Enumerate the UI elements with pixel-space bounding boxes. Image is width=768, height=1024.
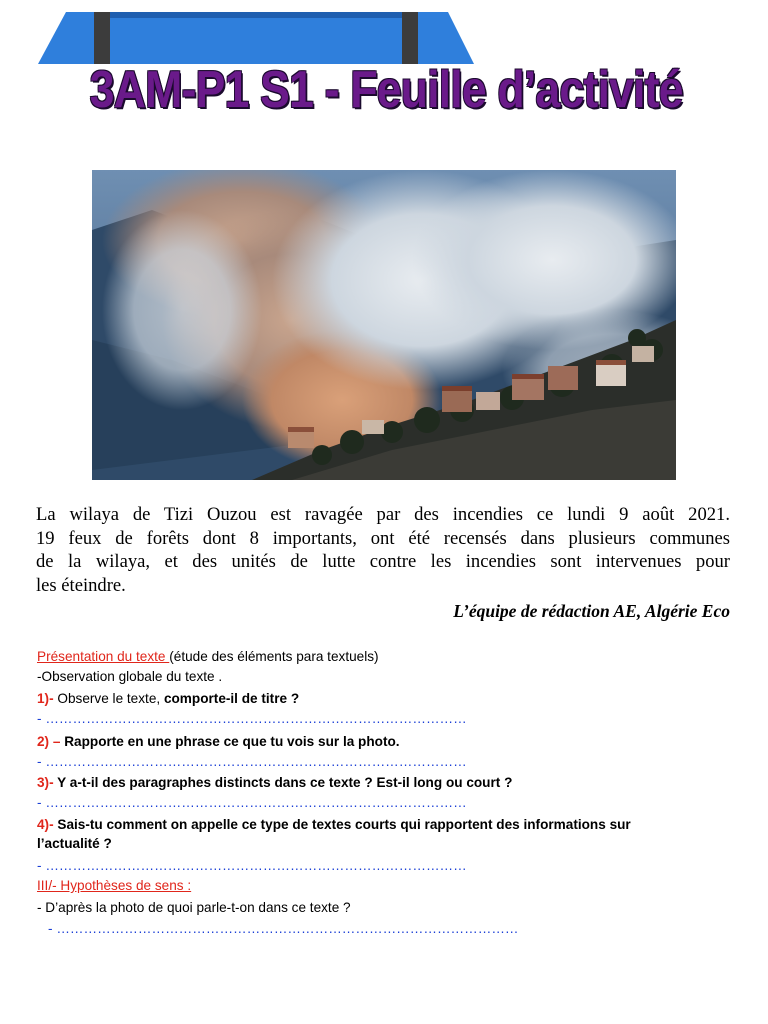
article-source: L’équipe de rédaction AE, Algérie Eco: [453, 601, 730, 621]
question-1: [37, 690, 299, 708]
answer-line-5[interactable]: - …………………………………………………………………………………………: [48, 921, 519, 936]
answer-line-2[interactable]: - …………………………………………………………………………………: [37, 754, 467, 769]
header-banner: [38, 12, 474, 64]
article-text: [36, 503, 730, 597]
article-line: de la wilaya, et des unités de lutte contre les incendies sont intervenues pour: [36, 551, 730, 572]
section3-heading: III/- Hypothèses de sens :: [37, 878, 192, 893]
question-3-text: Y a-t-il des paragraphes distincts dans ce texte ? Est-il long ou court ?: [53, 775, 513, 790]
question-1-text-bold: comporte-il de titre ?: [163, 691, 300, 706]
observation-line: -Observation globale du texte .: [37, 669, 223, 684]
article-line: La wilaya de Tizi Ouzou est ravagée par des incendies ce lundi 9 août 2021.: [36, 504, 730, 525]
question-5: - D’après la photo de quoi parle-t-on dans ce texte ?: [37, 900, 351, 915]
question-4-continued: l’actualité ?: [37, 836, 112, 851]
wildfire-photo: [92, 170, 676, 480]
answer-line-4[interactable]: - …………………………………………………………………………………: [37, 858, 467, 873]
answer-line-3[interactable]: - …………………………………………………………………………………: [37, 795, 467, 810]
article-line: les éteindre.: [36, 574, 126, 596]
section1-heading-line: [37, 648, 379, 666]
section3-heading-line: [37, 877, 191, 895]
page-title: 3AM-P1 S1 - Feuille d’activité: [89, 61, 683, 119]
question-4-text: Sais-tu comment on appelle ce type de textes courts qui rapportent des informations sur: [53, 817, 631, 832]
section1-heading: Présentation du texte: [37, 649, 170, 664]
question-3-number: 3)-: [37, 775, 54, 790]
question-2: [37, 733, 400, 751]
question-4: [37, 816, 631, 834]
question-1-text: Observe le texte,: [53, 691, 164, 706]
question-2-number: 2) –: [37, 734, 65, 749]
article-line: 19 feux de forêts dont 8 importants, ont été recensés dans plusieurs communes: [36, 527, 730, 549]
question-1-number: 1)-: [37, 691, 54, 706]
section1-note: (étude des éléments para textuels): [169, 649, 379, 664]
question-4-number: 4)-: [37, 817, 54, 832]
answer-line-1[interactable]: - …………………………………………………………………………………: [37, 711, 467, 726]
question-3: [37, 774, 512, 792]
question-2-text: Rapporte en une phrase ce que tu vois sur la photo.: [64, 734, 400, 749]
